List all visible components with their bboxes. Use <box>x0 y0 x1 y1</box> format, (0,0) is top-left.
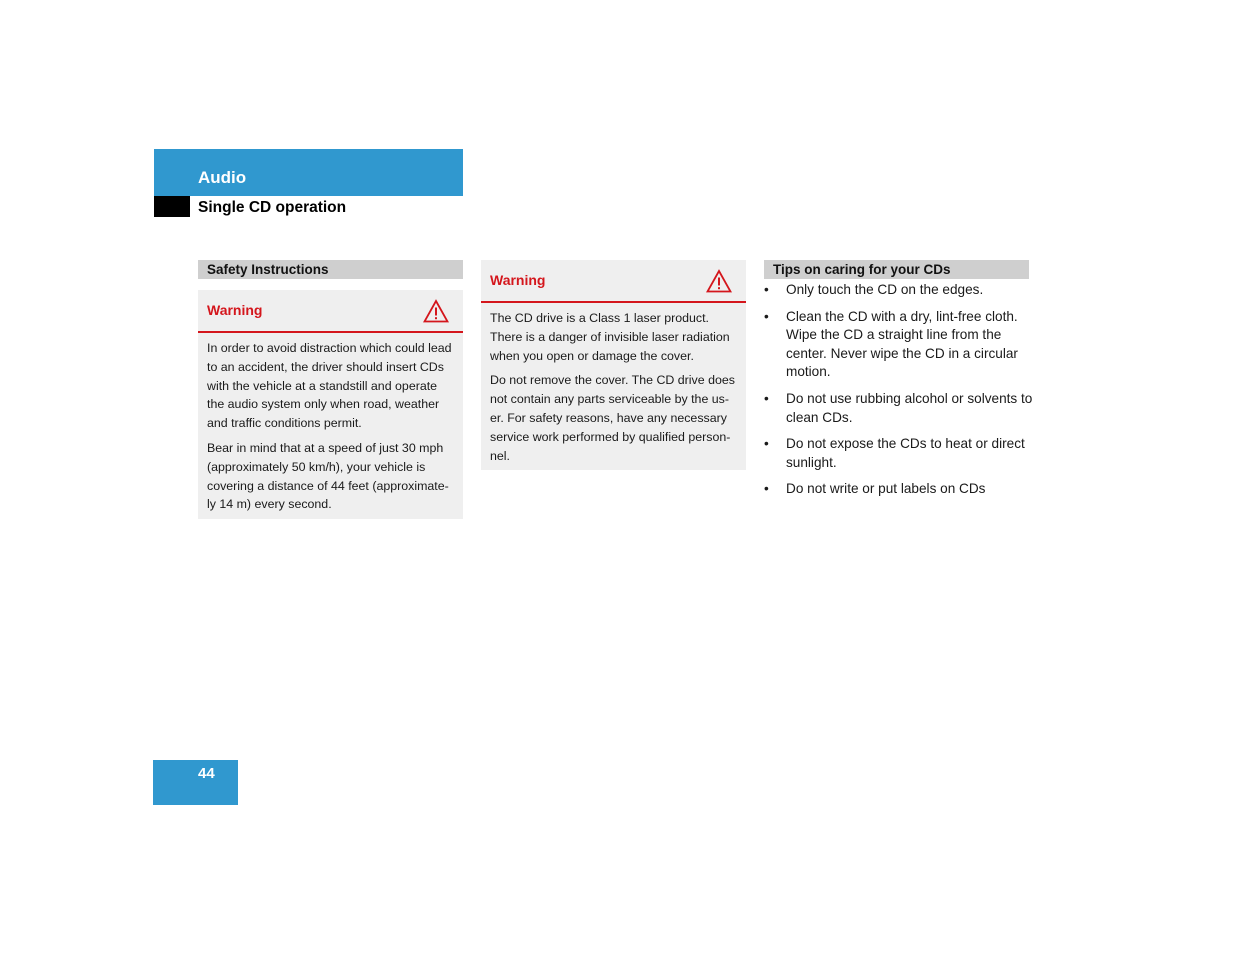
section-marker <box>154 196 190 217</box>
tips-heading: Tips on caring for your CDs <box>764 260 1029 279</box>
bullet: • <box>764 481 769 497</box>
warning-paragraph: Do not remove the cover. The CD drive does not contain any parts serviceable by the us-er. For safety reasons, have any necessary service work performed by qualified person-nel. <box>490 373 735 463</box>
bullet: • <box>764 390 769 406</box>
laser-warning-body <box>481 303 746 471</box>
bullet: • <box>764 308 769 324</box>
warning-label: Warning <box>207 302 263 318</box>
tip-text: Do not expose the CDs to heat or direct sunlight. <box>786 436 1025 470</box>
list-item <box>764 480 1034 499</box>
page-number: 44 <box>198 765 215 782</box>
tip-text: Only touch the CD on the edges. <box>786 282 984 297</box>
laser-warning-box <box>481 260 746 470</box>
safety-warning-header <box>198 290 463 333</box>
section-title: Single CD operation <box>198 199 347 216</box>
bullet: • <box>764 436 769 452</box>
safety-warning-body <box>198 333 463 520</box>
list-item <box>764 390 1034 427</box>
tip-text: Clean the CD with a dry, lint-free cloth. Wipe the CD a straight line from the center. Never wipe the CD in a circular motion. <box>786 308 1018 380</box>
safety-heading: Safety Instructions <box>198 260 463 279</box>
list-item <box>764 281 1034 300</box>
list-item <box>764 435 1034 472</box>
warning-triangle-icon <box>423 299 449 323</box>
warning-label: Warning <box>490 272 546 288</box>
tip-text: Do not use rubbing alcohol or solvents to clean CDs. <box>786 390 1033 425</box>
laser-warning-header <box>481 260 746 303</box>
tips-list <box>764 281 1034 507</box>
safety-warning-box <box>198 290 463 519</box>
chapter-title: Audio <box>198 168 247 187</box>
bullet: • <box>764 282 769 297</box>
warning-paragraph: In order to avoid distraction which could lead to an accident, the driver should insert CDs with the vehicle at a standstill and operate the audio system only when road, weather and traffic conditions permit. <box>207 341 452 431</box>
list-item <box>764 308 1034 382</box>
page-number-tab <box>153 760 238 805</box>
tip-text: Do not write or put labels on CDs <box>786 481 986 497</box>
warning-paragraph: Bear in mind that at a speed of just 30 mph (approximately 50 km/h), your vehicle is covering a distance of 44 feet (approximate-ly 14 m) every second. <box>207 440 449 512</box>
warning-paragraph: The CD drive is a Class 1 laser product. There is a danger of invisible laser radiation when you open or damage the cover. <box>490 311 730 363</box>
warning-triangle-icon <box>706 269 732 293</box>
